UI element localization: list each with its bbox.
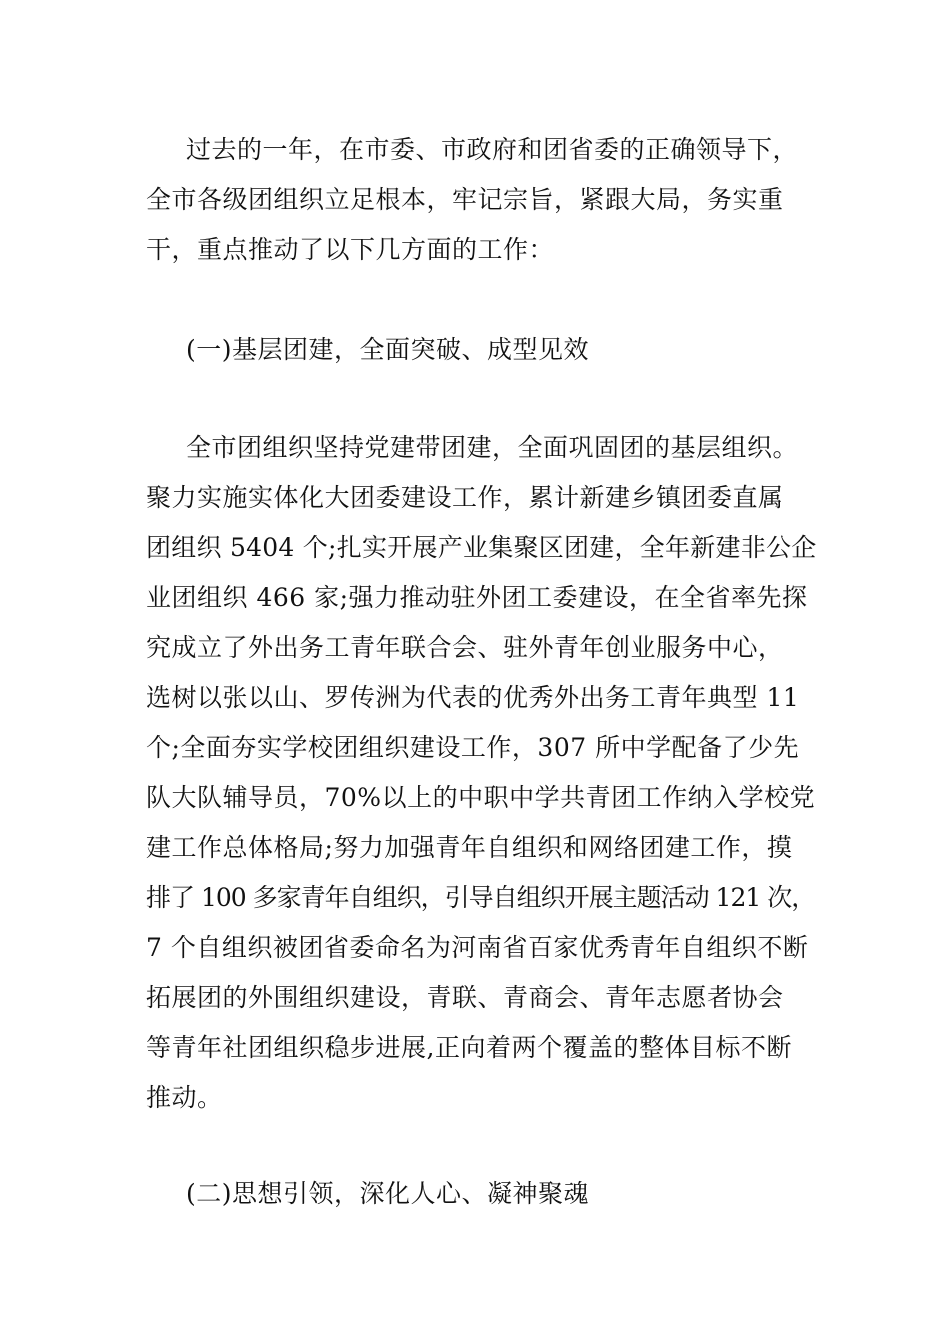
section1-line-10: 排了 100 多家青年自组织，引导自组织开展主题活动 121 次， xyxy=(146,883,816,912)
intro-line-3: 干，重点推动了以下几方面的工作： xyxy=(146,235,555,264)
section2-heading: (二)思想引领，深化人心、凝神聚魂 xyxy=(186,1179,590,1208)
intro-line-2: 全市各级团组织立足根本，牢记宗旨，紧跟大局，务实重 xyxy=(146,185,784,214)
section1-line-11: 7 个自组织被团省委命名为河南省百家优秀青年自组织不断 xyxy=(146,933,809,962)
intro-line-1: 过去的一年，在市委、市政府和团省委的正确领导下， xyxy=(186,135,799,164)
section1-line-6: 选树以张以山、罗传洲为代表的优秀外出务工青年典型 11 xyxy=(146,683,800,712)
section1-heading: (一)基层团建，全面突破、成型见效 xyxy=(186,335,590,364)
section1-line-2: 聚力实施实体化大团委建设工作，累计新建乡镇团委直属 xyxy=(146,483,784,512)
section1-line-3: 团组织 5404 个;扎实开展产业集聚区团建，全年新建非公企 xyxy=(146,533,817,562)
section1-line-13: 等青年社团组织稳步进展,正向着两个覆盖的整体目标不断 xyxy=(146,1033,792,1062)
section1-line-8: 队大队辅导员，70%以上的中职中学共青团工作纳入学校党 xyxy=(146,783,816,812)
section1-line-9: 建工作总体格局;努力加强青年自组织和网络团建工作，摸 xyxy=(146,833,793,862)
section1-line-5: 究成立了外出务工青年联合会、驻外青年创业服务中心， xyxy=(146,633,784,662)
section1-line-1: 全市团组织坚持党建带团建，全面巩固团的基层组织。 xyxy=(186,433,799,462)
section1-line-14: 推动。 xyxy=(146,1083,223,1112)
section1-line-7: 个;全面夯实学校团组织建设工作，307 所中学配备了少先 xyxy=(146,733,800,762)
section1-line-12: 拓展团的外围组织建设，青联、青商会、青年志愿者协会 xyxy=(146,983,784,1012)
section1-line-4: 业团组织 466 家;强力推动驻外团工委建设，在全省率先探 xyxy=(146,583,808,612)
